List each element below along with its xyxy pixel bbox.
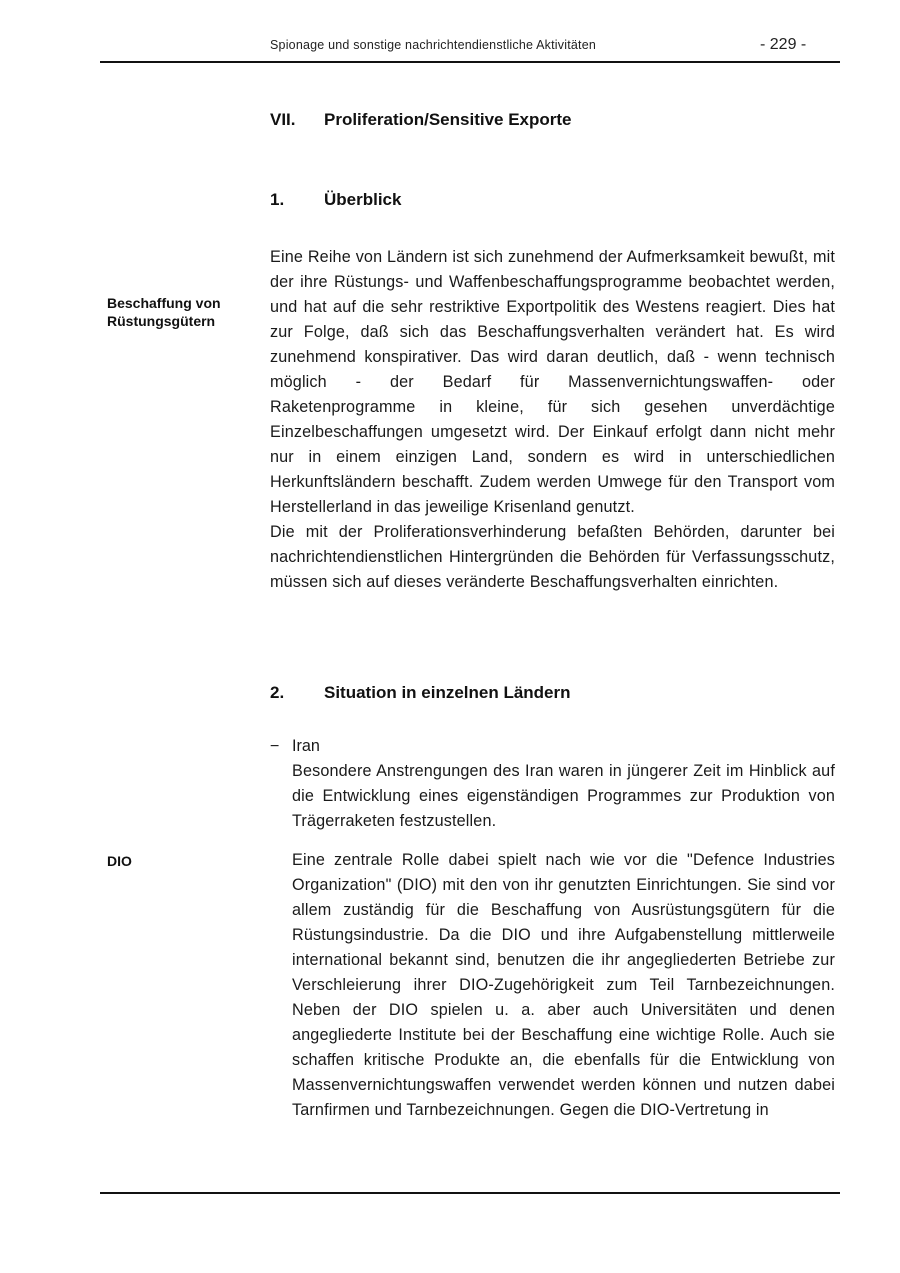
section-number: VII.: [270, 110, 296, 129]
iran-paragraph-1-text: Besondere Anstrengungen des Iran waren in jüngerer Zeit im Hinblick auf die Entwicklung eines eigenständigen Programmes zur Produktion von Trägerraketen festzustellen.: [292, 762, 835, 830]
iran-paragraph-2: [292, 848, 835, 1123]
margin-note-procurement: Beschaffung von Rüstungsgütern: [107, 295, 221, 329]
margin-note-dio: DIO: [107, 853, 132, 869]
page-number: - 229 -: [760, 36, 807, 53]
running-header-title: Spionage und sonstige nachrichtendienstliche Aktivitäten: [270, 38, 596, 52]
subsection-1-number: 1.: [270, 190, 285, 209]
country-label: Iran: [292, 737, 320, 755]
subsection-1-title: Überblick: [324, 190, 402, 209]
overview-text: [270, 245, 835, 595]
subsection-1-heading: [270, 190, 401, 210]
subsection-2-title: Situation in einzelnen Ländern: [324, 683, 571, 702]
overview-paragraph-1: Eine Reihe von Ländern ist sich zunehmend der Aufmerksamkeit bewußt, mit der ihre Rüstungs- und Waffenbeschaffungsprogramme beobachtet werden, und hat auf die sehr restriktive Exportpolitik des Westens reagiert. Dies hat zur Folge, daß sich das Beschaffungsverhalten verändert hat. Es wird zunehmend konspirativer. Das wird daran deutlich, daß - wenn technisch möglich - der Bedarf für Massenvernichtungswaffen- oder Raketenprogramme in kleine, für sich gesehen unverdächtige Einzelbeschaffungen umgesetzt wird. Der Einkauf erfolgt dann nicht mehr nur in einem einzigen Land, sondern es wird in unterschiedlichen Herkunftsländern beschafft. Zudem werden Umwege für den Transport vom Herstellerland in das jeweilige Krisenland genutzt.: [270, 248, 835, 516]
overview-paragraph-2: Die mit der Proliferationsverhinderung befaßten Behörden, darunter bei nachrichtendienstlichen Hintergründen die Behörden für Verfassungsschutz, müssen sich auf dieses veränderte Beschaffungsverhalten einrichten.: [270, 523, 835, 591]
footer-rule: [100, 1192, 840, 1194]
iran-paragraph-2-text: Eine zentrale Rolle dabei spielt nach wie vor die "Defence Industries Organization" (DIO) mit den von ihr genutzten Einrichtungen. Sie sind vor allem zuständig für die Beschaffung von Ausrüstungsgütern für die Rüstungsindustrie. Da die DIO und ihre Aufgabenstellung mittlerweile international bekannt sind, benutzen die ihr angegliederten Betriebe zur Verschleierung ihrer DIO-Zugehörigkeit zum Teil Tarnbezeichnungen. Neben der DIO spielen u. a. aber auch Universitäten und denen angegliederte Institute bei der Beschaffung eine wichtige Rolle. Auch sie schaffen kritische Produkte an, die ebenfalls für die Entwicklung von Massenvernichtungswaffen verwendet werden können und nutzen dabei Tarnfirmen und Tarnbezeichnungen. Gegen die DIO-Vertretung in: [292, 851, 835, 1119]
list-dash: −: [270, 737, 280, 755]
subsection-2-heading: [270, 683, 571, 703]
subsection-2-number: 2.: [270, 683, 285, 702]
iran-paragraph-1: [292, 759, 835, 834]
header-rule: [100, 61, 840, 63]
list-item-iran: [270, 734, 835, 759]
section-title: Proliferation/Sensitive Exporte: [324, 110, 572, 129]
section-heading: [270, 110, 572, 130]
